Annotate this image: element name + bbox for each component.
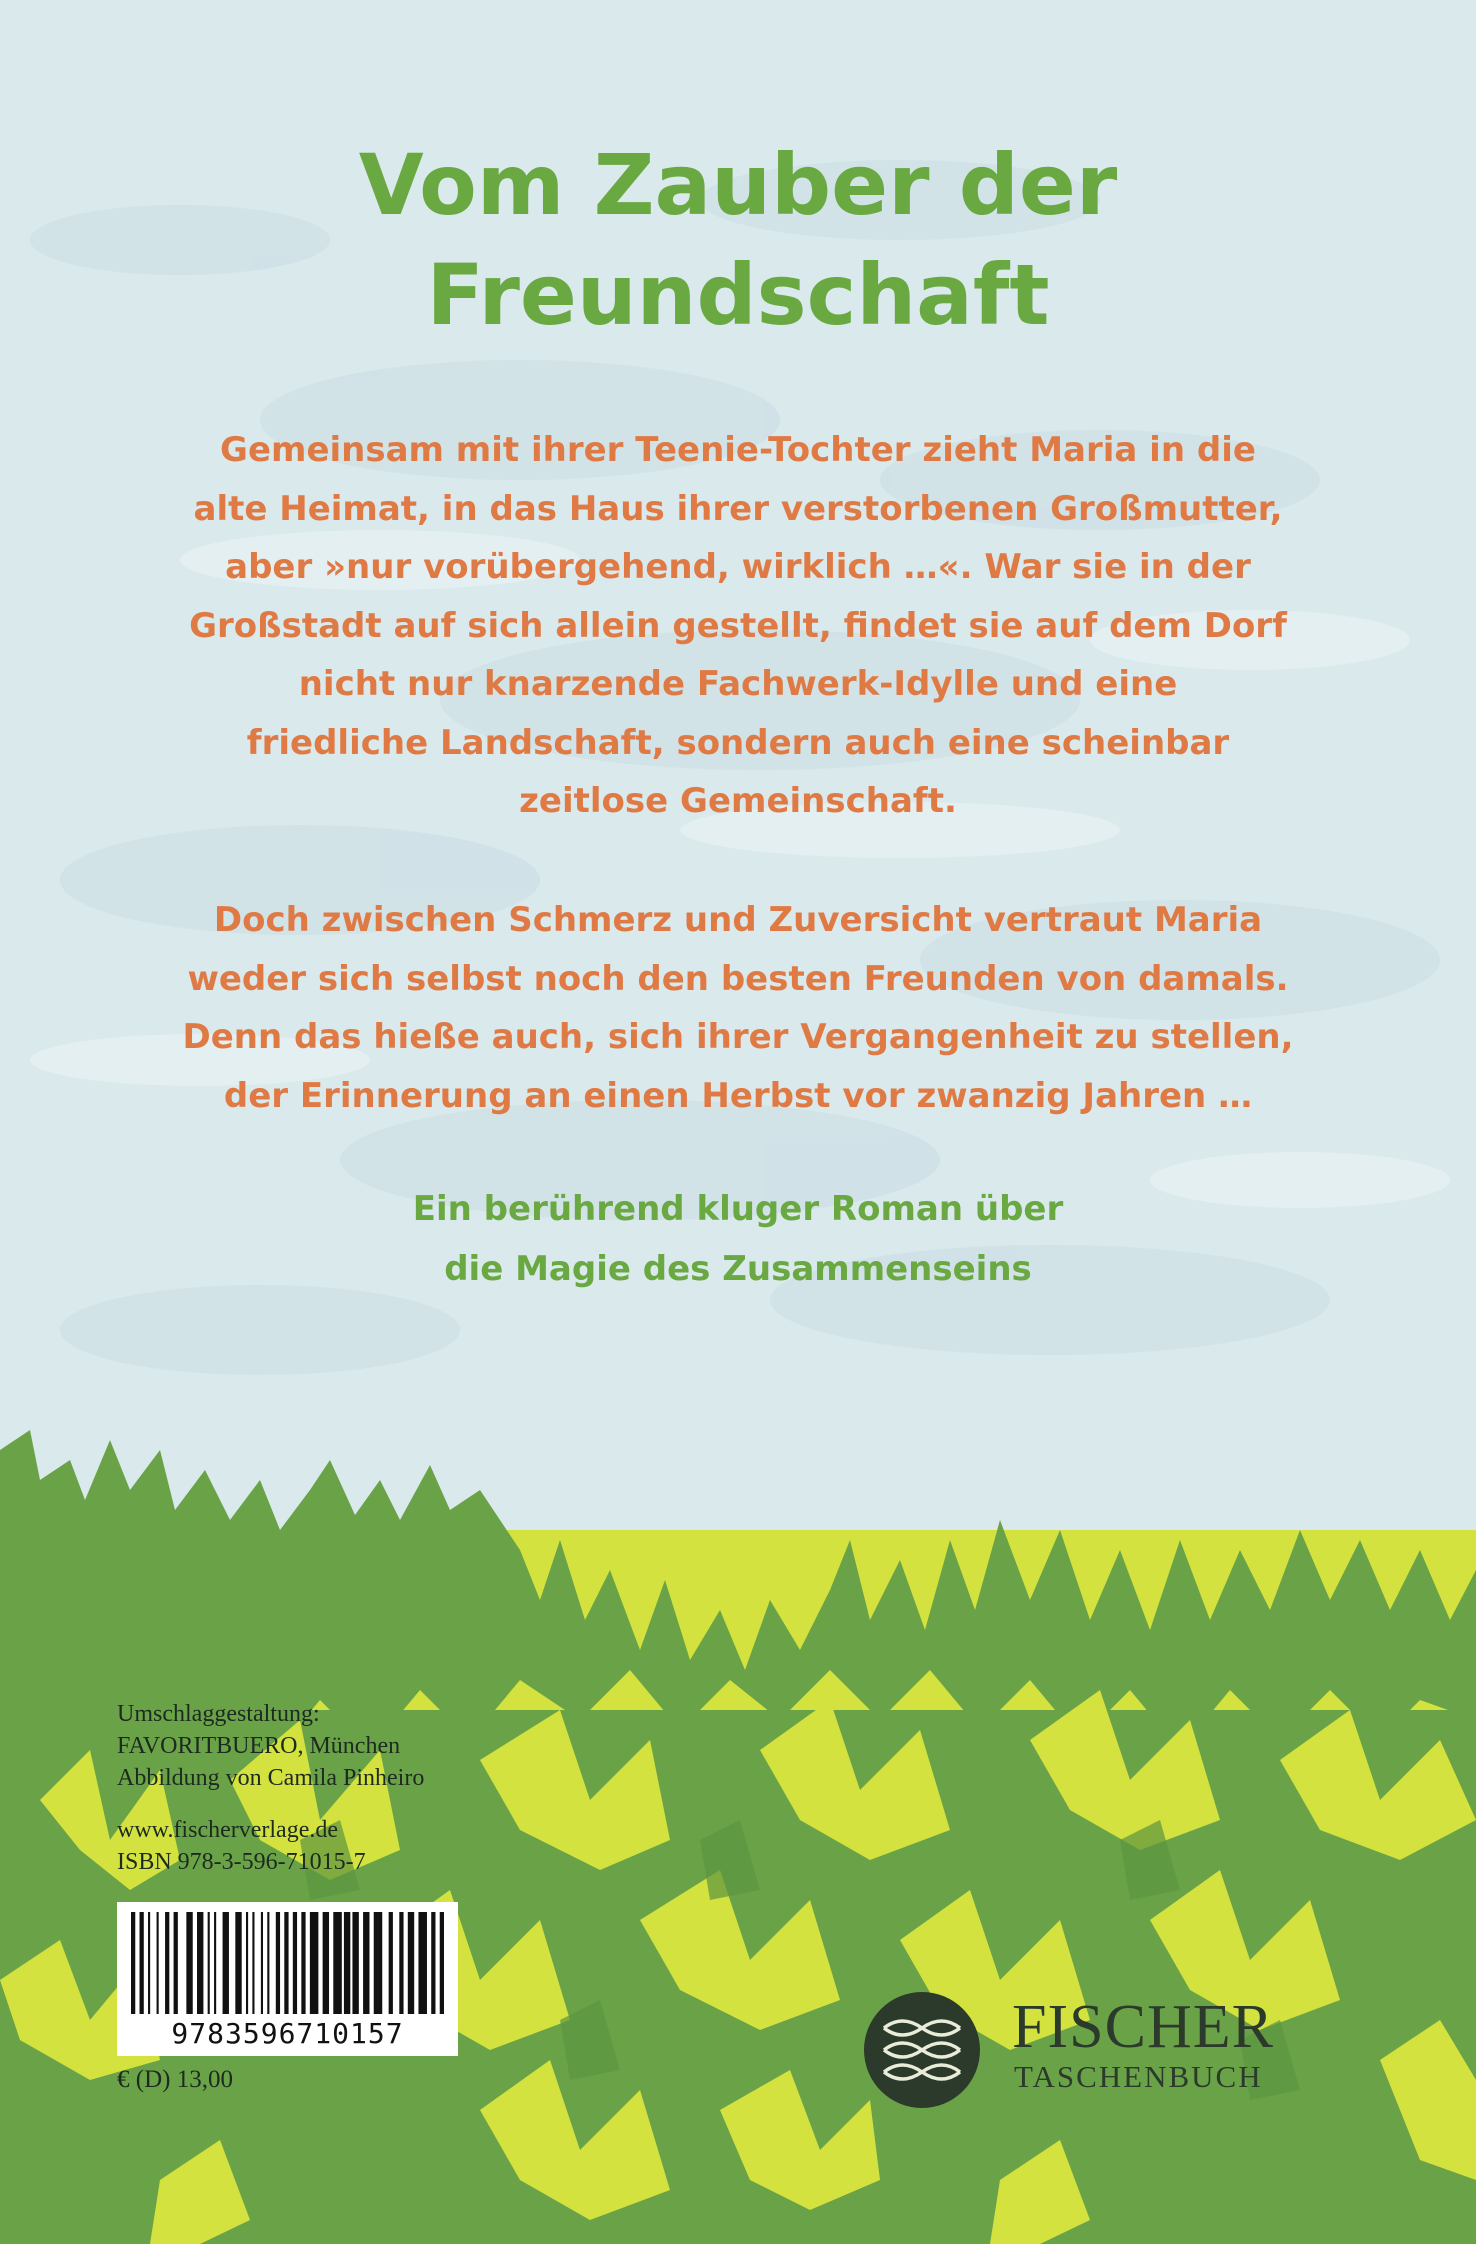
blurb-line: alte Heimat, in das Haus ihrer verstorbenen Großmutter, <box>193 488 1283 529</box>
blurb-line: nicht nur knarzende Fachwerk-Idylle und eine <box>298 664 1178 704</box>
barcode-bar <box>276 1912 280 2014</box>
blurb-line: Gemeinsam mit ihrer Teenie-Tochter zieht Maria in die <box>220 430 1256 470</box>
headline-line-2: Freundschaft <box>426 246 1050 344</box>
barcode-bar <box>363 1912 369 2014</box>
barcode-bar <box>131 1912 135 2014</box>
barcode-bar <box>197 1912 203 2014</box>
blurb-paragraph-1 <box>140 421 1336 831</box>
cover-credits <box>117 1698 424 1794</box>
website-text: www.fischerverlage.de <box>117 1817 339 1843</box>
barcode-bar <box>223 1912 229 2014</box>
tagline-line: die Magie des Zusammenseins <box>444 1249 1032 1289</box>
blurb-line: Denn das hieße auch, sich ihrer Vergangenheit zu stellen, <box>182 1017 1294 1057</box>
barcode-bar <box>323 1912 329 2014</box>
blurb-line: weder sich selbst noch den besten Freunden von damals. <box>187 958 1289 999</box>
blurb-line: zeitlose Gemeinschaft. <box>519 781 957 821</box>
blurb-line: der Erinnerung an einen Herbst vor zwanzig Jahren … <box>223 1075 1253 1116</box>
barcode-bar <box>344 1912 350 2014</box>
publisher-name: FISCHER <box>1012 1993 1274 2061</box>
tagline <box>140 1179 1336 1299</box>
barcode-bar <box>235 1912 241 2014</box>
headline <box>0 130 1476 350</box>
tagline-line: Ein berührend kluger Roman über <box>412 1189 1064 1229</box>
barcode-number: 9783596710157 <box>171 2017 404 2050</box>
barcode-bar <box>252 1912 254 2014</box>
barcode-bar <box>246 1912 248 2014</box>
credit-line: Umschlaggestaltung: <box>117 1701 320 1727</box>
barcode-bar <box>408 1912 414 2014</box>
barcode-bar <box>333 1912 342 2014</box>
barcode-bar <box>389 1912 393 2014</box>
barcode-bar <box>165 1912 169 2014</box>
isbn-text: ISBN 978-3-596-71015-7 <box>117 1849 366 1875</box>
fish-logo-icon <box>862 1990 982 2110</box>
blurb-line: friedliche Landschaft, sondern auch eine scheinbar <box>246 722 1230 763</box>
barcode-bar <box>186 1912 192 2014</box>
barcode-bar <box>157 1912 159 2014</box>
barcode-bar <box>293 1912 297 2014</box>
barcode-bar <box>374 1912 383 2014</box>
blurb-line: Großstadt auf sich allein gestellt, findet sie auf dem Dorf <box>189 605 1287 646</box>
barcode-bar <box>208 1912 210 2014</box>
barcode-bar <box>440 1912 444 2014</box>
publisher-info <box>117 1814 366 1878</box>
barcode-bar <box>399 1912 403 2014</box>
credit-line: FAVORITBUERO, München <box>117 1733 401 1759</box>
publisher-logo <box>862 1990 1362 2110</box>
blurb-line: aber »nur vorübergehend, wirklich …«. War sie in der <box>225 547 1251 587</box>
price-label: € (D) 13,00 <box>117 2066 233 2093</box>
barcode-bar <box>140 1912 144 2014</box>
barcode-bar <box>267 1912 269 2014</box>
publisher-imprint: TASCHENBUCH <box>1014 2059 1263 2094</box>
barcode-bar <box>431 1912 435 2014</box>
barcode <box>117 1902 458 2056</box>
barcode-bar <box>214 1912 216 2014</box>
barcode-bar <box>174 1912 178 2014</box>
barcode-bar <box>352 1912 358 2014</box>
blurb-line: Doch zwischen Schmerz und Zuversicht vertraut Maria <box>213 900 1263 940</box>
blurb-paragraph-2 <box>140 891 1336 1125</box>
barcode-bar <box>284 1912 288 2014</box>
headline-line-1: Vom Zauber der <box>358 136 1118 234</box>
barcode-bar <box>261 1912 263 2014</box>
barcode-bar <box>310 1912 319 2014</box>
barcode-bar <box>418 1912 427 2014</box>
barcode-bar <box>301 1912 305 2014</box>
barcode-bar <box>148 1912 150 2014</box>
credit-line: Abbildung von Camila Pinheiro <box>117 1765 425 1791</box>
